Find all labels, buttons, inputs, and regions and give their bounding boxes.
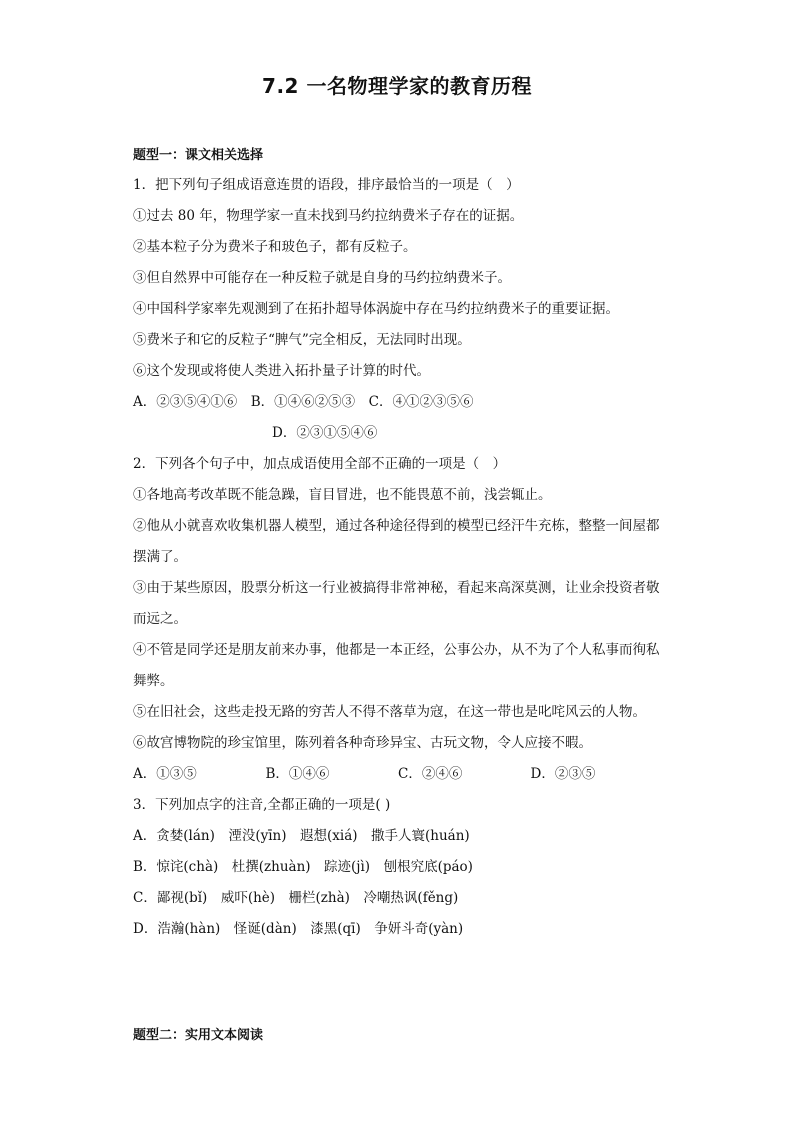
question-1-stem: 1．把下列句子组成语意连贯的语段，排序最恰当的一项是（ ）: [133, 177, 520, 193]
section-heading-1: 题型一：课文相关选择: [133, 148, 264, 163]
question-2-item-1: ①各地高考改革既不能急躁，盲目冒进，也不能畏葸不前，浅尝辄止。: [133, 487, 552, 503]
question-2-option-b: B．①④⑥: [265, 766, 330, 782]
question-2-item-6: ⑥故宫博物院的珍宝馆里，陈列着各种奇珍异宝、古玩文物，令人应接不暇。: [133, 735, 592, 751]
question-1-item-1: ①过去 80 年，物理学家一直未找到马约拉纳费米子存在的证据。: [133, 208, 524, 224]
question-3-option-b: B．惊诧(chà) 杜撰(zhuàn) 踪迹(jì) 刨根究底(páo): [133, 859, 473, 875]
question-3-option-c: C．鄙视(bǐ) 威吓(hè) 栅栏(zhà) 冷嘲热讽(fěng): [133, 890, 459, 906]
question-2-option-d: D．②③⑤: [530, 766, 596, 782]
question-3-stem: 3．下列加点字的注音,全都正确的一项是( ): [133, 797, 391, 813]
question-2-option-c: C．②④⑥: [398, 766, 463, 782]
document-title: 7.2 一名物理学家的教育历程: [262, 74, 532, 98]
section-heading-2: 题型二：实用文本阅读: [133, 1028, 264, 1043]
question-2-item-4: ④不管是同学还是朋友前来办事，他都是一本正经，公事公办，从不为了个人私事而徇私舞弊。: [133, 642, 660, 689]
question-3-option-d: D．浩瀚(hàn) 怪诞(dàn) 漆黑(qī) 争妍斗奇(yàn): [133, 921, 464, 937]
question-1-item-4: ④中国科学家率先观测到了在拓扑超导体涡旋中存在马约拉纳费米子的重要证据。: [133, 301, 619, 317]
question-1-item-2: ②基本粒子分为费米子和玻色子，都有反粒子。: [133, 239, 417, 255]
question-1-options-abc: A．②③⑤④①⑥ B．①④⑥②⑤③ C．④①②③⑤⑥: [133, 394, 474, 410]
question-2-item-3: ③由于某些原因，股票分析这一行业被搞得非常神秘，看起来高深莫测，让业余投资者敬而远之。: [133, 580, 660, 627]
question-1-item-3: ③但自然界中可能存在一种反粒子就是自身的马约拉纳费米子。: [133, 270, 511, 286]
question-2-option-a: A．①③⑤: [133, 766, 197, 782]
question-2-item-2: ②他从小就喜欢收集机器人模型，通过各种途径得到的模型已经汗牛充栋，整整一间屋都摆满了。: [133, 518, 660, 565]
question-1-item-5: ⑤费米子和它的反粒子“脾气”完全相反，无法同时出现。: [133, 332, 471, 348]
document-body: [133, 146, 663, 945]
question-2-item-5: ⑤在旧社会，这些走投无路的穷苦人不得不落草为寇，在这一带也是叱咤风云的人物。: [133, 704, 646, 720]
question-1-option-d: D．②③①⑤④⑥: [272, 425, 378, 441]
question-3-option-a: A．贪婪(lán) 湮没(yīn) 遐想(xiá) 撒手人寰(huán): [133, 828, 470, 844]
question-2-options: [133, 759, 663, 790]
question-2-stem: 2．下列各个句子中，加点成语使用全部不正确的一项是（ ）: [133, 456, 507, 472]
question-1-item-6: ⑥这个发现或将使人类进入拓扑量子计算的时代。: [133, 363, 430, 379]
